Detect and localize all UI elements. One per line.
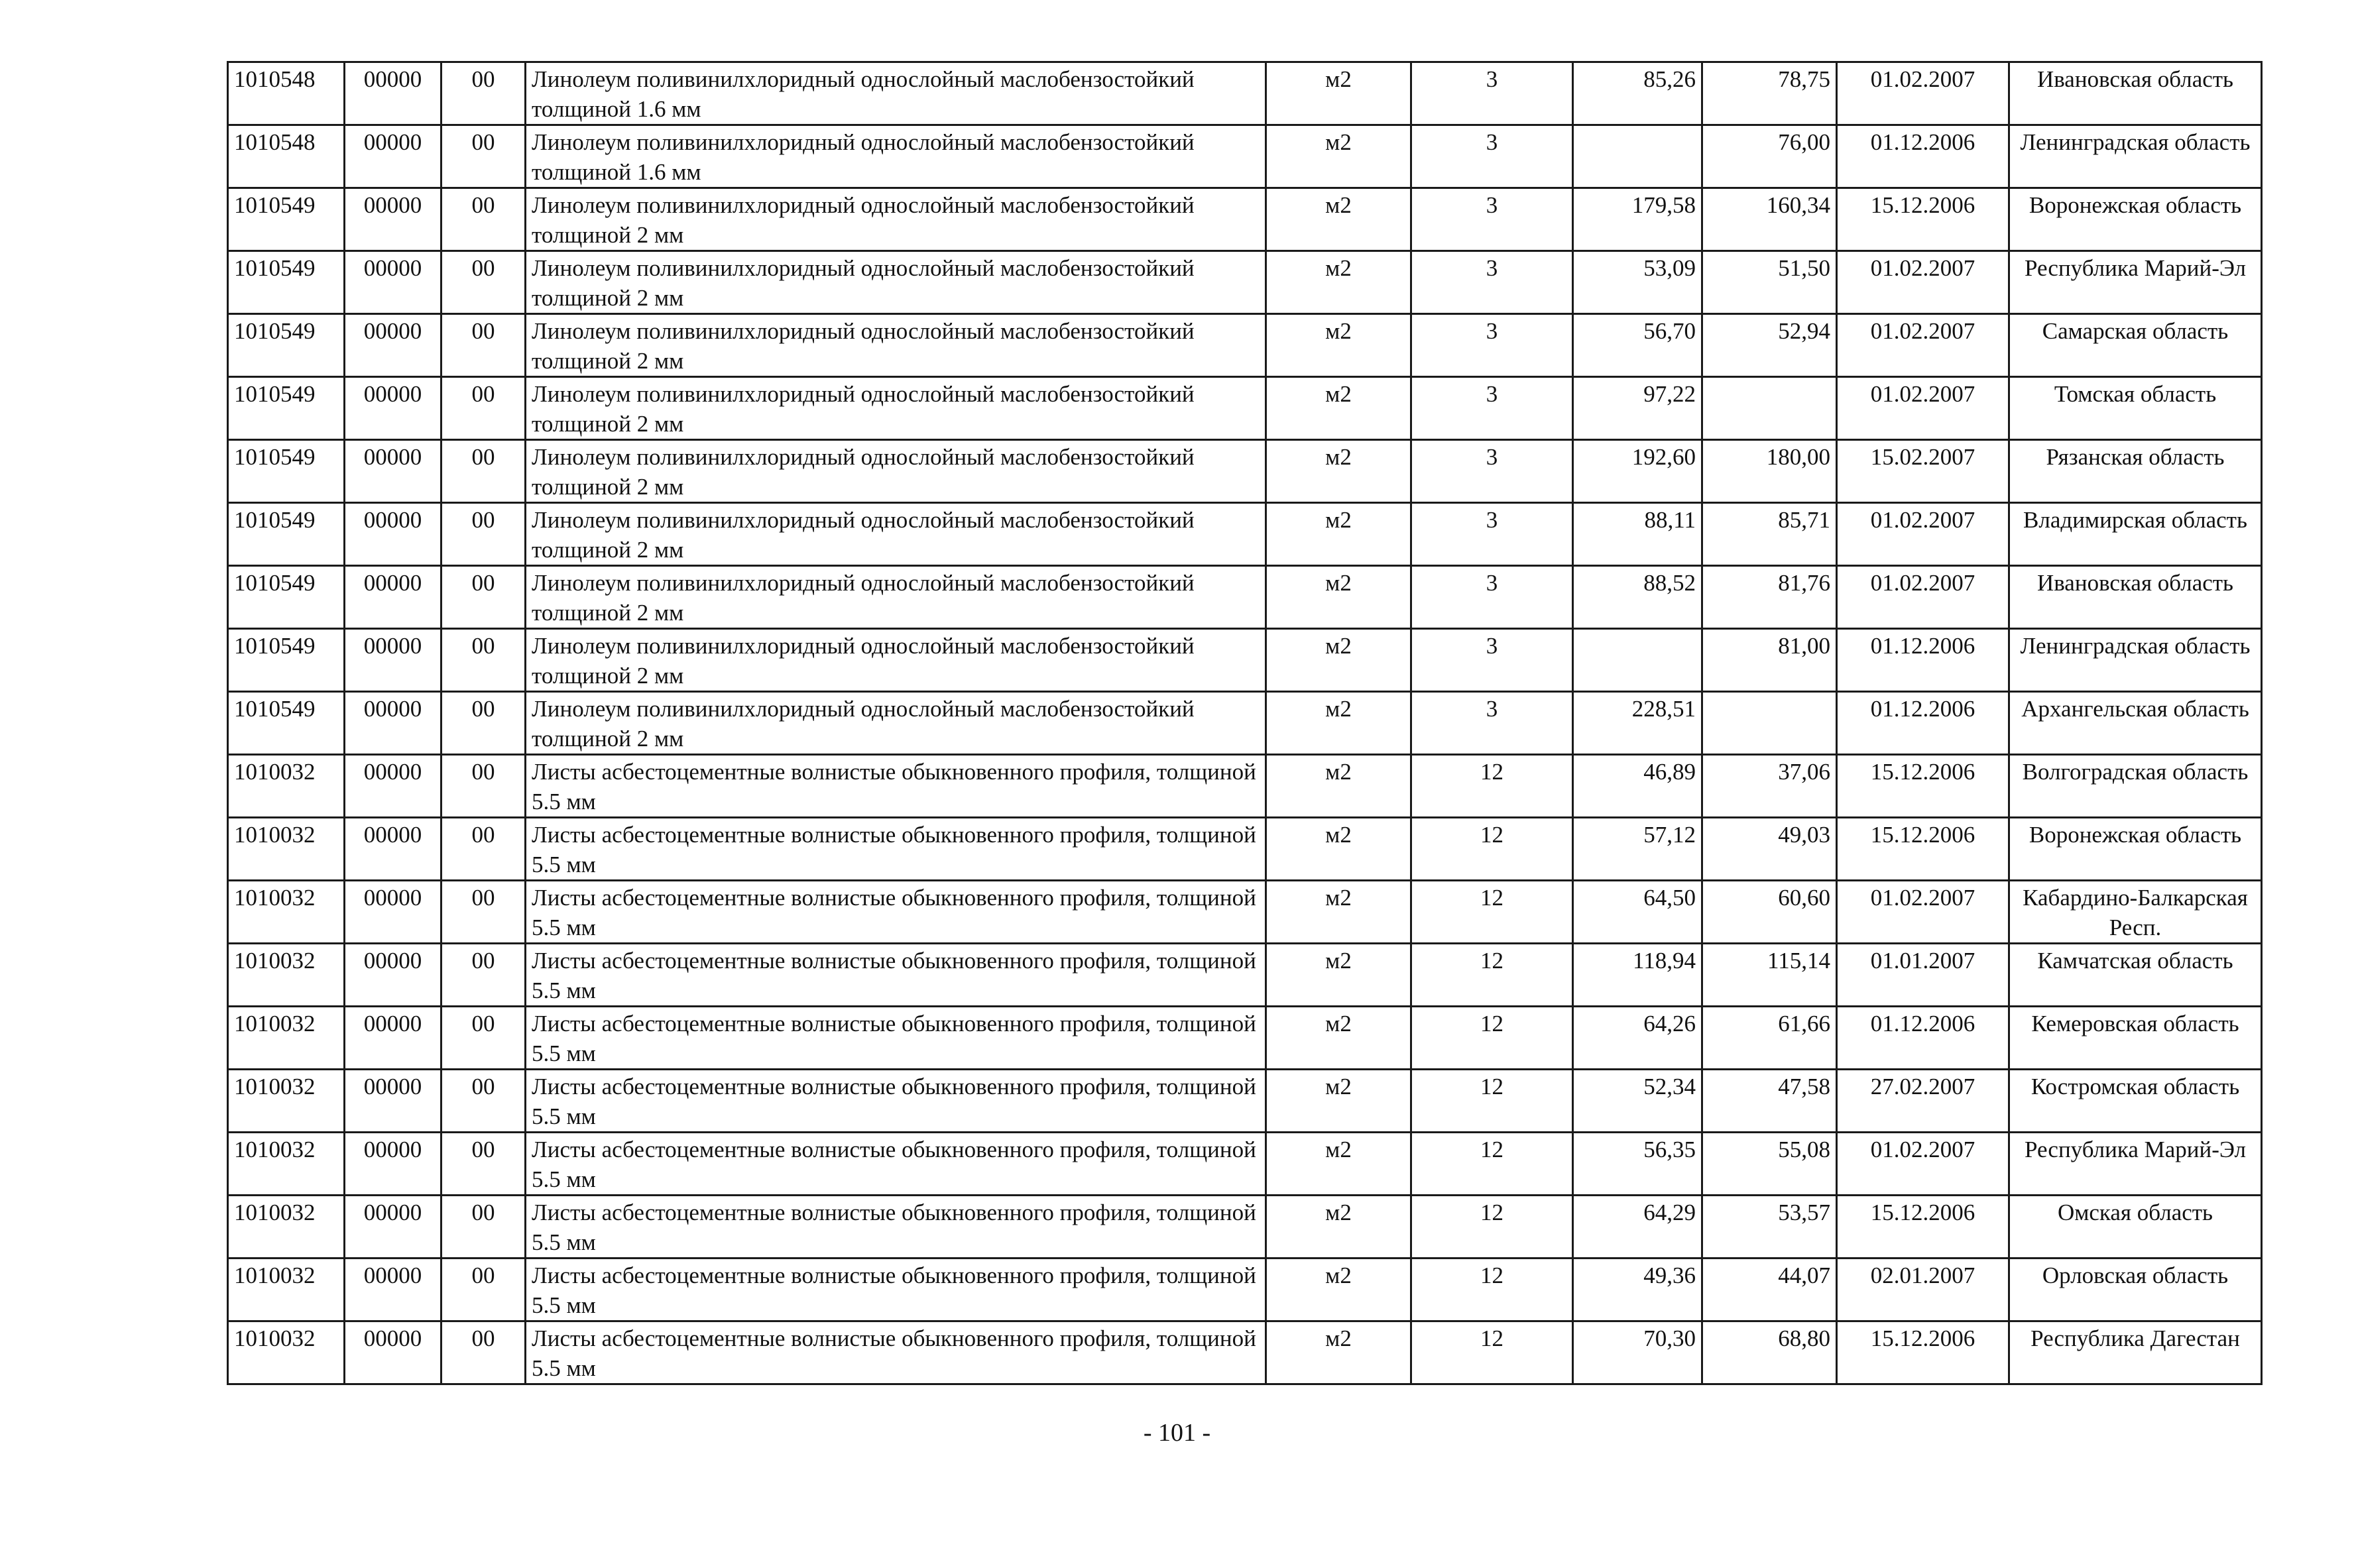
date-cell: 15.12.2006 — [1837, 1321, 2009, 1384]
material-name-cell: Линолеум поливинилхлоридный однослойный маслобензостойкий толщиной 2 мм — [526, 314, 1266, 377]
sub-code-cell: 00000 — [345, 62, 441, 125]
material-name-cell: Линолеум поливинилхлоридный однослойный маслобензостойкий толщиной 1.6 мм — [526, 62, 1266, 125]
date-cell: 01.02.2007 — [1837, 503, 2009, 566]
region-cell: Воронежская область — [2009, 188, 2262, 251]
item-code-cell: 1010549 — [228, 629, 345, 692]
date-cell: 01.12.2006 — [1837, 125, 2009, 188]
region-cell: Владимирская область — [2009, 503, 2262, 566]
quantity-cell: 3 — [1411, 503, 1573, 566]
suffix-code-cell: 00 — [441, 1321, 526, 1384]
table-row — [228, 188, 2262, 251]
sub-code-cell: 00000 — [345, 314, 441, 377]
region-cell: Рязанская область — [2009, 440, 2262, 503]
region-cell: Камчатская область — [2009, 944, 2262, 1007]
suffix-code-cell: 00 — [441, 1007, 526, 1070]
item-code-cell: 1010032 — [228, 1007, 345, 1070]
table-row — [228, 62, 2262, 125]
price-with-vat-cell: 88,52 — [1573, 566, 1702, 629]
price-cell: 115,14 — [1702, 944, 1837, 1007]
quantity-cell: 12 — [1411, 818, 1573, 881]
suffix-code-cell: 00 — [441, 62, 526, 125]
price-with-vat-cell: 53,09 — [1573, 251, 1702, 314]
sub-code-cell: 00000 — [345, 629, 441, 692]
table-row — [228, 1321, 2262, 1384]
suffix-code-cell: 00 — [441, 1196, 526, 1259]
price-cell — [1702, 377, 1837, 440]
price-with-vat-cell: 88,11 — [1573, 503, 1702, 566]
price-cell: 78,75 — [1702, 62, 1837, 125]
sub-code-cell: 00000 — [345, 503, 441, 566]
region-cell: Воронежская область — [2009, 818, 2262, 881]
table-row — [228, 944, 2262, 1007]
quantity-cell: 3 — [1411, 377, 1573, 440]
quantity-cell: 3 — [1411, 629, 1573, 692]
date-cell: 01.01.2007 — [1837, 944, 2009, 1007]
item-code-cell: 1010032 — [228, 1321, 345, 1384]
price-cell: 51,50 — [1702, 251, 1837, 314]
price-with-vat-cell: 85,26 — [1573, 62, 1702, 125]
sub-code-cell: 00000 — [345, 251, 441, 314]
quantity-cell: 12 — [1411, 1196, 1573, 1259]
quantity-cell: 12 — [1411, 1321, 1573, 1384]
item-code-cell: 1010032 — [228, 818, 345, 881]
material-name-cell: Листы асбестоцементные волнистые обыкновенного профиля, толщиной 5.5 мм — [526, 1070, 1266, 1133]
region-cell: Ивановская область — [2009, 566, 2262, 629]
item-code-cell: 1010549 — [228, 440, 345, 503]
sub-code-cell: 00000 — [345, 944, 441, 1007]
unit-cell: м2 — [1266, 881, 1411, 944]
region-cell: Ленинградская область — [2009, 629, 2262, 692]
price-cell: 52,94 — [1702, 314, 1837, 377]
item-code-cell: 1010032 — [228, 1133, 345, 1196]
sub-code-cell: 00000 — [345, 1070, 441, 1133]
unit-cell: м2 — [1266, 1321, 1411, 1384]
price-with-vat-cell: 192,60 — [1573, 440, 1702, 503]
table-row — [228, 125, 2262, 188]
material-name-cell: Линолеум поливинилхлоридный однослойный маслобензостойкий толщиной 2 мм — [526, 377, 1266, 440]
price-with-vat-cell: 56,35 — [1573, 1133, 1702, 1196]
material-name-cell: Линолеум поливинилхлоридный однослойный маслобензостойкий толщиной 2 мм — [526, 188, 1266, 251]
suffix-code-cell: 00 — [441, 503, 526, 566]
sub-code-cell: 00000 — [345, 1321, 441, 1384]
price-with-vat-cell: 46,89 — [1573, 755, 1702, 818]
unit-cell: м2 — [1266, 440, 1411, 503]
suffix-code-cell: 00 — [441, 944, 526, 1007]
sub-code-cell: 00000 — [345, 440, 441, 503]
unit-cell: м2 — [1266, 377, 1411, 440]
item-code-cell: 1010548 — [228, 62, 345, 125]
suffix-code-cell: 00 — [441, 314, 526, 377]
region-cell: Республика Марий-Эл — [2009, 1133, 2262, 1196]
suffix-code-cell: 00 — [441, 692, 526, 755]
sub-code-cell: 00000 — [345, 125, 441, 188]
suffix-code-cell: 00 — [441, 881, 526, 944]
unit-cell: м2 — [1266, 188, 1411, 251]
quantity-cell: 3 — [1411, 188, 1573, 251]
region-cell: Архангельская область — [2009, 692, 2262, 755]
price-with-vat-cell: 97,22 — [1573, 377, 1702, 440]
region-cell: Костромская область — [2009, 1070, 2262, 1133]
material-name-cell: Листы асбестоцементные волнистые обыкновенного профиля, толщиной 5.5 мм — [526, 1196, 1266, 1259]
quantity-cell: 12 — [1411, 755, 1573, 818]
item-code-cell: 1010032 — [228, 944, 345, 1007]
table-row — [228, 251, 2262, 314]
sub-code-cell: 00000 — [345, 1259, 441, 1321]
price-cell: 49,03 — [1702, 818, 1837, 881]
material-name-cell: Листы асбестоцементные волнистые обыкновенного профиля, толщиной 5.5 мм — [526, 944, 1266, 1007]
date-cell: 27.02.2007 — [1837, 1070, 2009, 1133]
sub-code-cell: 00000 — [345, 1133, 441, 1196]
table-row — [228, 503, 2262, 566]
table-row — [228, 1007, 2262, 1070]
sub-code-cell: 00000 — [345, 188, 441, 251]
price-cell: 47,58 — [1702, 1070, 1837, 1133]
item-code-cell: 1010549 — [228, 377, 345, 440]
suffix-code-cell: 00 — [441, 251, 526, 314]
quantity-cell: 3 — [1411, 125, 1573, 188]
price-with-vat-cell: 64,29 — [1573, 1196, 1702, 1259]
price-with-vat-cell: 52,34 — [1573, 1070, 1702, 1133]
unit-cell: м2 — [1266, 1133, 1411, 1196]
price-with-vat-cell: 64,26 — [1573, 1007, 1702, 1070]
item-code-cell: 1010549 — [228, 314, 345, 377]
date-cell: 01.02.2007 — [1837, 1133, 2009, 1196]
unit-cell: м2 — [1266, 944, 1411, 1007]
table-row — [228, 1070, 2262, 1133]
region-cell: Волгоградская область — [2009, 755, 2262, 818]
table-body — [228, 62, 2262, 1384]
price-cell: 180,00 — [1702, 440, 1837, 503]
suffix-code-cell: 00 — [441, 1070, 526, 1133]
unit-cell: м2 — [1266, 1007, 1411, 1070]
sub-code-cell: 00000 — [345, 377, 441, 440]
table-row — [228, 1133, 2262, 1196]
date-cell: 01.02.2007 — [1837, 377, 2009, 440]
date-cell: 01.02.2007 — [1837, 62, 2009, 125]
price-with-vat-cell: 57,12 — [1573, 818, 1702, 881]
suffix-code-cell: 00 — [441, 629, 526, 692]
suffix-code-cell: 00 — [441, 566, 526, 629]
price-with-vat-cell: 118,94 — [1573, 944, 1702, 1007]
table-row — [228, 1196, 2262, 1259]
material-name-cell: Линолеум поливинилхлоридный однослойный маслобензостойкий толщиной 2 мм — [526, 440, 1266, 503]
table-row — [228, 818, 2262, 881]
unit-cell: м2 — [1266, 251, 1411, 314]
suffix-code-cell: 00 — [441, 188, 526, 251]
table-row — [228, 881, 2262, 944]
price-cell: 85,71 — [1702, 503, 1837, 566]
material-name-cell: Линолеум поливинилхлоридный однослойный маслобензостойкий толщиной 2 мм — [526, 692, 1266, 755]
item-code-cell: 1010549 — [228, 566, 345, 629]
price-with-vat-cell: 49,36 — [1573, 1259, 1702, 1321]
date-cell: 01.12.2006 — [1837, 629, 2009, 692]
sub-code-cell: 00000 — [345, 1007, 441, 1070]
price-cell: 160,34 — [1702, 188, 1837, 251]
unit-cell: м2 — [1266, 755, 1411, 818]
date-cell: 15.12.2006 — [1837, 188, 2009, 251]
unit-cell: м2 — [1266, 314, 1411, 377]
price-with-vat-cell: 228,51 — [1573, 692, 1702, 755]
date-cell: 01.02.2007 — [1837, 566, 2009, 629]
item-code-cell: 1010549 — [228, 251, 345, 314]
table-row — [228, 692, 2262, 755]
suffix-code-cell: 00 — [441, 1133, 526, 1196]
price-table — [227, 61, 2263, 1385]
item-code-cell: 1010032 — [228, 1196, 345, 1259]
price-cell: 68,80 — [1702, 1321, 1837, 1384]
quantity-cell: 12 — [1411, 1007, 1573, 1070]
price-with-vat-cell — [1573, 629, 1702, 692]
date-cell: 01.12.2006 — [1837, 692, 2009, 755]
date-cell: 15.12.2006 — [1837, 818, 2009, 881]
quantity-cell: 12 — [1411, 1133, 1573, 1196]
sub-code-cell: 00000 — [345, 692, 441, 755]
suffix-code-cell: 00 — [441, 440, 526, 503]
material-name-cell: Линолеум поливинилхлоридный однослойный маслобензостойкий толщиной 2 мм — [526, 566, 1266, 629]
region-cell: Ивановская область — [2009, 62, 2262, 125]
date-cell: 02.01.2007 — [1837, 1259, 2009, 1321]
material-name-cell: Линолеум поливинилхлоридный однослойный маслобензостойкий толщиной 1.6 мм — [526, 125, 1266, 188]
material-name-cell: Листы асбестоцементные волнистые обыкновенного профиля, толщиной 5.5 мм — [526, 1259, 1266, 1321]
sub-code-cell: 00000 — [345, 755, 441, 818]
price-cell: 53,57 — [1702, 1196, 1837, 1259]
unit-cell: м2 — [1266, 1259, 1411, 1321]
material-name-cell: Листы асбестоцементные волнистые обыкновенного профиля, толщиной 5.5 мм — [526, 881, 1266, 944]
unit-cell: м2 — [1266, 692, 1411, 755]
sub-code-cell: 00000 — [345, 566, 441, 629]
date-cell: 01.02.2007 — [1837, 881, 2009, 944]
price-cell: 44,07 — [1702, 1259, 1837, 1321]
sub-code-cell: 00000 — [345, 818, 441, 881]
table-row — [228, 314, 2262, 377]
material-name-cell: Линолеум поливинилхлоридный однослойный маслобензостойкий толщиной 2 мм — [526, 251, 1266, 314]
table-row — [228, 377, 2262, 440]
item-code-cell: 1010549 — [228, 692, 345, 755]
material-name-cell: Листы асбестоцементные волнистые обыкновенного профиля, толщиной 5.5 мм — [526, 818, 1266, 881]
quantity-cell: 12 — [1411, 881, 1573, 944]
price-cell: 81,00 — [1702, 629, 1837, 692]
region-cell: Кемеровская область — [2009, 1007, 2262, 1070]
table-row — [228, 629, 2262, 692]
suffix-code-cell: 00 — [441, 1259, 526, 1321]
item-code-cell: 1010032 — [228, 1070, 345, 1133]
material-name-cell: Линолеум поливинилхлоридный однослойный маслобензостойкий толщиной 2 мм — [526, 629, 1266, 692]
unit-cell: м2 — [1266, 1196, 1411, 1259]
quantity-cell: 12 — [1411, 944, 1573, 1007]
document-sheet — [227, 61, 2261, 1385]
unit-cell: м2 — [1266, 1070, 1411, 1133]
date-cell: 15.02.2007 — [1837, 440, 2009, 503]
table-row — [228, 566, 2262, 629]
material-name-cell: Листы асбестоцементные волнистые обыкновенного профиля, толщиной 5.5 мм — [526, 1321, 1266, 1384]
sub-code-cell: 00000 — [345, 881, 441, 944]
region-cell: Самарская область — [2009, 314, 2262, 377]
sub-code-cell: 00000 — [345, 1196, 441, 1259]
region-cell: Кабардино-Балкарская Респ. — [2009, 881, 2262, 944]
item-code-cell: 1010032 — [228, 881, 345, 944]
suffix-code-cell: 00 — [441, 125, 526, 188]
price-cell: 55,08 — [1702, 1133, 1837, 1196]
price-with-vat-cell: 64,50 — [1573, 881, 1702, 944]
quantity-cell: 3 — [1411, 440, 1573, 503]
item-code-cell: 1010032 — [228, 755, 345, 818]
table-row — [228, 755, 2262, 818]
region-cell: Орловская область — [2009, 1259, 2262, 1321]
price-with-vat-cell — [1573, 125, 1702, 188]
suffix-code-cell: 00 — [441, 818, 526, 881]
unit-cell: м2 — [1266, 125, 1411, 188]
quantity-cell: 12 — [1411, 1070, 1573, 1133]
quantity-cell: 3 — [1411, 62, 1573, 125]
price-cell: 76,00 — [1702, 125, 1837, 188]
date-cell: 15.12.2006 — [1837, 1196, 2009, 1259]
quantity-cell: 12 — [1411, 1259, 1573, 1321]
date-cell: 01.12.2006 — [1837, 1007, 2009, 1070]
item-code-cell: 1010549 — [228, 188, 345, 251]
table-row — [228, 1259, 2262, 1321]
unit-cell: м2 — [1266, 818, 1411, 881]
region-cell: Республика Дагестан — [2009, 1321, 2262, 1384]
item-code-cell: 1010032 — [228, 1259, 345, 1321]
item-code-cell: 1010549 — [228, 503, 345, 566]
material-name-cell: Листы асбестоцементные волнистые обыкновенного профиля, толщиной 5.5 мм — [526, 1133, 1266, 1196]
item-code-cell: 1010548 — [228, 125, 345, 188]
unit-cell: м2 — [1266, 629, 1411, 692]
region-cell: Томская область — [2009, 377, 2262, 440]
quantity-cell: 3 — [1411, 314, 1573, 377]
quantity-cell: 3 — [1411, 692, 1573, 755]
price-with-vat-cell: 179,58 — [1573, 188, 1702, 251]
price-cell: 81,76 — [1702, 566, 1837, 629]
price-cell: 61,66 — [1702, 1007, 1837, 1070]
region-cell: Ленинградская область — [2009, 125, 2262, 188]
date-cell: 01.02.2007 — [1837, 251, 2009, 314]
quantity-cell: 3 — [1411, 566, 1573, 629]
unit-cell: м2 — [1266, 62, 1411, 125]
material-name-cell: Листы асбестоцементные волнистые обыкновенного профиля, толщиной 5.5 мм — [526, 1007, 1266, 1070]
page-number: - 101 - — [1143, 1419, 1211, 1447]
suffix-code-cell: 00 — [441, 377, 526, 440]
material-name-cell: Листы асбестоцементные волнистые обыкновенного профиля, толщиной 5.5 мм — [526, 755, 1266, 818]
price-cell: 37,06 — [1702, 755, 1837, 818]
price-with-vat-cell: 70,30 — [1573, 1321, 1702, 1384]
region-cell: Омская область — [2009, 1196, 2262, 1259]
region-cell: Республика Марий-Эл — [2009, 251, 2262, 314]
table-row — [228, 440, 2262, 503]
price-cell: 60,60 — [1702, 881, 1837, 944]
price-with-vat-cell: 56,70 — [1573, 314, 1702, 377]
date-cell: 01.02.2007 — [1837, 314, 2009, 377]
date-cell: 15.12.2006 — [1837, 755, 2009, 818]
unit-cell: м2 — [1266, 503, 1411, 566]
quantity-cell: 3 — [1411, 251, 1573, 314]
suffix-code-cell: 00 — [441, 755, 526, 818]
material-name-cell: Линолеум поливинилхлоридный однослойный маслобензостойкий толщиной 2 мм — [526, 503, 1266, 566]
price-cell — [1702, 692, 1837, 755]
unit-cell: м2 — [1266, 566, 1411, 629]
